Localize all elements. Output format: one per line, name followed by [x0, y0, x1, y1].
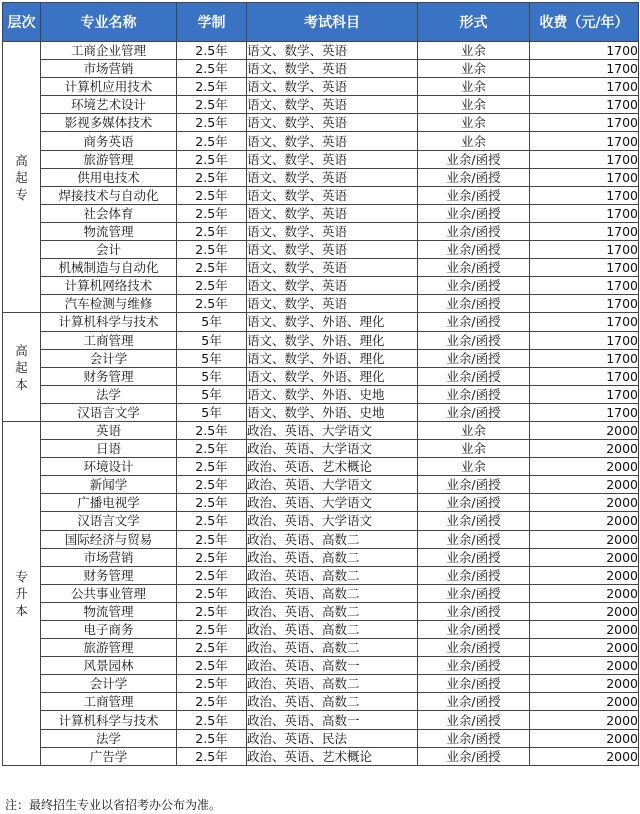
cell-duration: 2.5年 [177, 421, 247, 439]
cell-format: 业余 [418, 60, 530, 78]
table-row [3, 512, 639, 530]
table-row [3, 367, 639, 385]
cell-format: 业余/函授 [418, 494, 530, 512]
cell-fee: 1700 [530, 114, 639, 132]
cell-format: 业余/函授 [418, 403, 530, 421]
cell-major: 计算机科学与技术 [41, 313, 177, 331]
cell-duration: 5年 [177, 313, 247, 331]
cell-fee: 2000 [530, 729, 639, 747]
footnote: 注：最终招生专业以省招考办公布为准。 [5, 798, 222, 812]
table-row [3, 711, 639, 729]
cell-fee: 1700 [530, 259, 639, 277]
cell-subjects: 语文、数学、英语 [247, 295, 418, 313]
cell-duration: 2.5年 [177, 602, 247, 620]
cell-duration: 2.5年 [177, 241, 247, 259]
cell-format: 业余/函授 [418, 675, 530, 693]
cell-subjects: 语文、数学、外语、史地 [247, 403, 418, 421]
cell-duration: 2.5年 [177, 548, 247, 566]
cell-duration: 2.5年 [177, 711, 247, 729]
cell-major: 法学 [41, 385, 177, 403]
cell-duration: 2.5年 [177, 458, 247, 476]
cell-format: 业余/函授 [418, 295, 530, 313]
cell-format: 业余/函授 [418, 639, 530, 657]
cell-subjects: 语文、数学、英语 [247, 96, 418, 114]
cell-fee: 2000 [530, 512, 639, 530]
cell-fee: 1700 [530, 150, 639, 168]
cell-fee: 2000 [530, 584, 639, 602]
cell-subjects: 政治、英语、高数二 [247, 639, 418, 657]
cell-major: 广播电视学 [41, 494, 177, 512]
cell-format: 业余 [418, 42, 530, 60]
cell-major: 汉语言文学 [41, 512, 177, 530]
cell-duration: 2.5年 [177, 566, 247, 584]
header-duration: 学制 [177, 3, 247, 42]
cell-duration: 2.5年 [177, 621, 247, 639]
cell-major: 公共事业管理 [41, 584, 177, 602]
table-row [3, 78, 639, 96]
cell-fee: 1700 [530, 96, 639, 114]
cell-duration: 5年 [177, 403, 247, 421]
table-row [3, 675, 639, 693]
table-row [3, 96, 639, 114]
cell-subjects: 政治、英语、大学语文 [247, 512, 418, 530]
level-cell: 专 升 本 [3, 421, 41, 765]
cell-major: 焊接技术与自动化 [41, 186, 177, 204]
table-row [3, 349, 639, 367]
table-row [3, 602, 639, 620]
cell-major: 市场营销 [41, 548, 177, 566]
cell-duration: 5年 [177, 385, 247, 403]
table-row [3, 168, 639, 186]
cell-duration: 2.5年 [177, 747, 247, 765]
table-row [3, 385, 639, 403]
cell-subjects: 语文、数学、英语 [247, 168, 418, 186]
cell-format: 业余/函授 [418, 222, 530, 240]
cell-subjects: 语文、数学、英语 [247, 222, 418, 240]
cell-subjects: 政治、英语、大学语文 [247, 476, 418, 494]
table-row [3, 421, 639, 439]
cell-format: 业余/函授 [418, 367, 530, 385]
cell-format: 业余/函授 [418, 512, 530, 530]
cell-major: 财务管理 [41, 566, 177, 584]
cell-duration: 2.5年 [177, 476, 247, 494]
cell-format: 业余/函授 [418, 204, 530, 222]
cell-fee: 2000 [530, 639, 639, 657]
cell-major: 物流管理 [41, 222, 177, 240]
table-row [3, 295, 639, 313]
table-row [3, 204, 639, 222]
cell-duration: 2.5年 [177, 186, 247, 204]
cell-subjects: 语文、数学、外语、理化 [247, 313, 418, 331]
cell-format: 业余 [418, 114, 530, 132]
cell-major: 社会体育 [41, 204, 177, 222]
cell-format: 业余/函授 [418, 657, 530, 675]
cell-fee: 2000 [530, 747, 639, 765]
cell-format: 业余/函授 [418, 385, 530, 403]
cell-major: 新闻学 [41, 476, 177, 494]
header-major: 专业名称 [41, 3, 177, 42]
header-subjects: 考试科目 [247, 3, 418, 42]
table-row [3, 331, 639, 349]
cell-format: 业余/函授 [418, 168, 530, 186]
cell-subjects: 政治、英语、高数一 [247, 711, 418, 729]
cell-format: 业余/函授 [418, 476, 530, 494]
cell-fee: 2000 [530, 440, 639, 458]
cell-subjects: 语文、数学、外语、理化 [247, 331, 418, 349]
cell-subjects: 语文、数学、外语、理化 [247, 349, 418, 367]
table-row [3, 403, 639, 421]
cell-major: 汉语言文学 [41, 403, 177, 421]
cell-duration: 2.5年 [177, 204, 247, 222]
cell-duration: 2.5年 [177, 584, 247, 602]
cell-fee: 1700 [530, 367, 639, 385]
cell-subjects: 政治、英语、高数二 [247, 693, 418, 711]
cell-subjects: 政治、英语、高数二 [247, 621, 418, 639]
cell-duration: 2.5年 [177, 150, 247, 168]
level-cell: 高 起 本 [3, 313, 41, 422]
cell-subjects: 政治、英语、艺术概论 [247, 747, 418, 765]
table-row [3, 693, 639, 711]
cell-fee: 2000 [530, 602, 639, 620]
cell-major: 旅游管理 [41, 150, 177, 168]
table-row [3, 729, 639, 747]
cell-fee: 1700 [530, 78, 639, 96]
cell-format: 业余/函授 [418, 693, 530, 711]
cell-subjects: 政治、英语、高数二 [247, 548, 418, 566]
cell-major: 计算机网络技术 [41, 277, 177, 295]
cell-duration: 2.5年 [177, 114, 247, 132]
cell-format: 业余 [418, 78, 530, 96]
cell-major: 法学 [41, 729, 177, 747]
cell-subjects: 政治、英语、高数二 [247, 602, 418, 620]
cell-subjects: 政治、英语、高数二 [247, 675, 418, 693]
enrollment-fee-table [2, 2, 639, 766]
cell-major: 环境设计 [41, 458, 177, 476]
table-row [3, 657, 639, 675]
cell-major: 机械制造与自动化 [41, 259, 177, 277]
cell-fee: 2000 [530, 711, 639, 729]
cell-duration: 5年 [177, 367, 247, 385]
cell-fee: 1700 [530, 168, 639, 186]
cell-fee: 2000 [530, 548, 639, 566]
cell-duration: 2.5年 [177, 168, 247, 186]
cell-subjects: 政治、英语、艺术概论 [247, 458, 418, 476]
cell-duration: 2.5年 [177, 132, 247, 150]
cell-fee: 1700 [530, 241, 639, 259]
cell-major: 影视多媒体技术 [41, 114, 177, 132]
header-format: 形式 [418, 3, 530, 42]
table-row [3, 60, 639, 78]
cell-subjects: 语文、数学、英语 [247, 204, 418, 222]
cell-format: 业余/函授 [418, 621, 530, 639]
cell-major: 会计 [41, 241, 177, 259]
cell-subjects: 语文、数学、英语 [247, 259, 418, 277]
cell-subjects: 政治、英语、高数二 [247, 530, 418, 548]
cell-duration: 2.5年 [177, 693, 247, 711]
cell-major: 风景园林 [41, 657, 177, 675]
cell-fee: 2000 [530, 494, 639, 512]
cell-major: 工商管理 [41, 693, 177, 711]
cell-format: 业余/函授 [418, 747, 530, 765]
header-row [3, 3, 639, 42]
cell-duration: 2.5年 [177, 42, 247, 60]
table-row [3, 114, 639, 132]
cell-subjects: 语文、数学、英语 [247, 277, 418, 295]
table-row [3, 458, 639, 476]
table-row [3, 440, 639, 458]
cell-duration: 2.5年 [177, 494, 247, 512]
cell-format: 业余/函授 [418, 313, 530, 331]
cell-duration: 2.5年 [177, 639, 247, 657]
cell-format: 业余 [418, 96, 530, 114]
cell-fee: 2000 [530, 530, 639, 548]
cell-fee: 2000 [530, 566, 639, 584]
cell-subjects: 语文、数学、外语、史地 [247, 385, 418, 403]
table-row [3, 548, 639, 566]
header-level: 层次 [3, 3, 41, 42]
cell-format: 业余/函授 [418, 584, 530, 602]
cell-subjects: 语文、数学、英语 [247, 150, 418, 168]
cell-duration: 2.5年 [177, 295, 247, 313]
cell-subjects: 语文、数学、外语、理化 [247, 367, 418, 385]
cell-subjects: 政治、英语、大学语文 [247, 494, 418, 512]
cell-duration: 2.5年 [177, 657, 247, 675]
table-row [3, 494, 639, 512]
cell-major: 国际经济与贸易 [41, 530, 177, 548]
cell-fee: 1700 [530, 222, 639, 240]
cell-subjects: 语文、数学、英语 [247, 42, 418, 60]
cell-duration: 2.5年 [177, 277, 247, 295]
cell-duration: 2.5年 [177, 729, 247, 747]
cell-major: 工商企业管理 [41, 42, 177, 60]
cell-major: 会计学 [41, 349, 177, 367]
cell-format: 业余 [418, 132, 530, 150]
cell-subjects: 语文、数学、英语 [247, 114, 418, 132]
cell-duration: 5年 [177, 349, 247, 367]
cell-format: 业余/函授 [418, 349, 530, 367]
table-row [3, 186, 639, 204]
cell-duration: 2.5年 [177, 60, 247, 78]
cell-fee: 2000 [530, 458, 639, 476]
cell-duration: 2.5年 [177, 512, 247, 530]
cell-major: 工商管理 [41, 331, 177, 349]
cell-format: 业余/函授 [418, 548, 530, 566]
cell-major: 英语 [41, 421, 177, 439]
cell-fee: 2000 [530, 476, 639, 494]
cell-fee: 1700 [530, 295, 639, 313]
table-row [3, 747, 639, 765]
table-row [3, 621, 639, 639]
level-cell: 高 起 专 [3, 42, 41, 313]
cell-subjects: 政治、英语、高数二 [247, 566, 418, 584]
cell-format: 业余 [418, 458, 530, 476]
cell-subjects: 政治、英语、高数二 [247, 584, 418, 602]
header-fee: 收费（元/年） [530, 3, 639, 42]
cell-fee: 1700 [530, 60, 639, 78]
cell-subjects: 语文、数学、英语 [247, 78, 418, 96]
cell-format: 业余/函授 [418, 711, 530, 729]
cell-subjects: 政治、英语、民法 [247, 729, 418, 747]
cell-duration: 2.5年 [177, 675, 247, 693]
cell-format: 业余/函授 [418, 186, 530, 204]
table-row [3, 584, 639, 602]
cell-format: 业余 [418, 440, 530, 458]
cell-major: 旅游管理 [41, 639, 177, 657]
cell-duration: 2.5年 [177, 96, 247, 114]
cell-major: 供用电技术 [41, 168, 177, 186]
cell-fee: 2000 [530, 675, 639, 693]
cell-subjects: 政治、英语、大学语文 [247, 421, 418, 439]
cell-fee: 1700 [530, 132, 639, 150]
cell-fee: 1700 [530, 349, 639, 367]
cell-fee: 2000 [530, 421, 639, 439]
cell-duration: 2.5年 [177, 440, 247, 458]
cell-major: 广告学 [41, 747, 177, 765]
cell-format: 业余/函授 [418, 277, 530, 295]
cell-major: 商务英语 [41, 132, 177, 150]
cell-duration: 5年 [177, 331, 247, 349]
cell-subjects: 语文、数学、英语 [247, 132, 418, 150]
table-row [3, 639, 639, 657]
cell-format: 业余/函授 [418, 259, 530, 277]
cell-subjects: 语文、数学、英语 [247, 60, 418, 78]
cell-fee: 2000 [530, 621, 639, 639]
cell-fee: 2000 [530, 657, 639, 675]
table-row [3, 566, 639, 584]
cell-subjects: 政治、英语、高数一 [247, 657, 418, 675]
cell-subjects: 语文、数学、英语 [247, 186, 418, 204]
table-row [3, 313, 639, 331]
cell-format: 业余/函授 [418, 729, 530, 747]
cell-fee: 1700 [530, 42, 639, 60]
cell-format: 业余 [418, 421, 530, 439]
table-row [3, 132, 639, 150]
cell-major: 计算机应用技术 [41, 78, 177, 96]
cell-subjects: 语文、数学、英语 [247, 241, 418, 259]
cell-duration: 2.5年 [177, 530, 247, 548]
cell-major: 物流管理 [41, 602, 177, 620]
cell-major: 计算机科学与技术 [41, 711, 177, 729]
cell-format: 业余/函授 [418, 150, 530, 168]
cell-duration: 2.5年 [177, 78, 247, 96]
cell-fee: 1700 [530, 385, 639, 403]
cell-major: 日语 [41, 440, 177, 458]
cell-subjects: 政治、英语、大学语文 [247, 440, 418, 458]
cell-format: 业余/函授 [418, 241, 530, 259]
cell-format: 业余/函授 [418, 530, 530, 548]
cell-major: 环境艺术设计 [41, 96, 177, 114]
cell-major: 汽车检测与维修 [41, 295, 177, 313]
cell-fee: 1700 [530, 277, 639, 295]
cell-fee: 1700 [530, 331, 639, 349]
cell-major: 会计学 [41, 675, 177, 693]
table-row [3, 277, 639, 295]
cell-duration: 2.5年 [177, 222, 247, 240]
table-row [3, 530, 639, 548]
table-row [3, 150, 639, 168]
cell-format: 业余/函授 [418, 331, 530, 349]
cell-fee: 2000 [530, 693, 639, 711]
cell-format: 业余/函授 [418, 602, 530, 620]
cell-fee: 1700 [530, 313, 639, 331]
table-row [3, 42, 639, 60]
cell-duration: 2.5年 [177, 259, 247, 277]
cell-fee: 1700 [530, 186, 639, 204]
cell-fee: 1700 [530, 403, 639, 421]
table-row [3, 476, 639, 494]
table-row [3, 259, 639, 277]
table-row [3, 222, 639, 240]
cell-fee: 1700 [530, 204, 639, 222]
cell-major: 市场营销 [41, 60, 177, 78]
cell-format: 业余/函授 [418, 566, 530, 584]
table-row [3, 241, 639, 259]
cell-major: 财务管理 [41, 367, 177, 385]
cell-major: 电子商务 [41, 621, 177, 639]
